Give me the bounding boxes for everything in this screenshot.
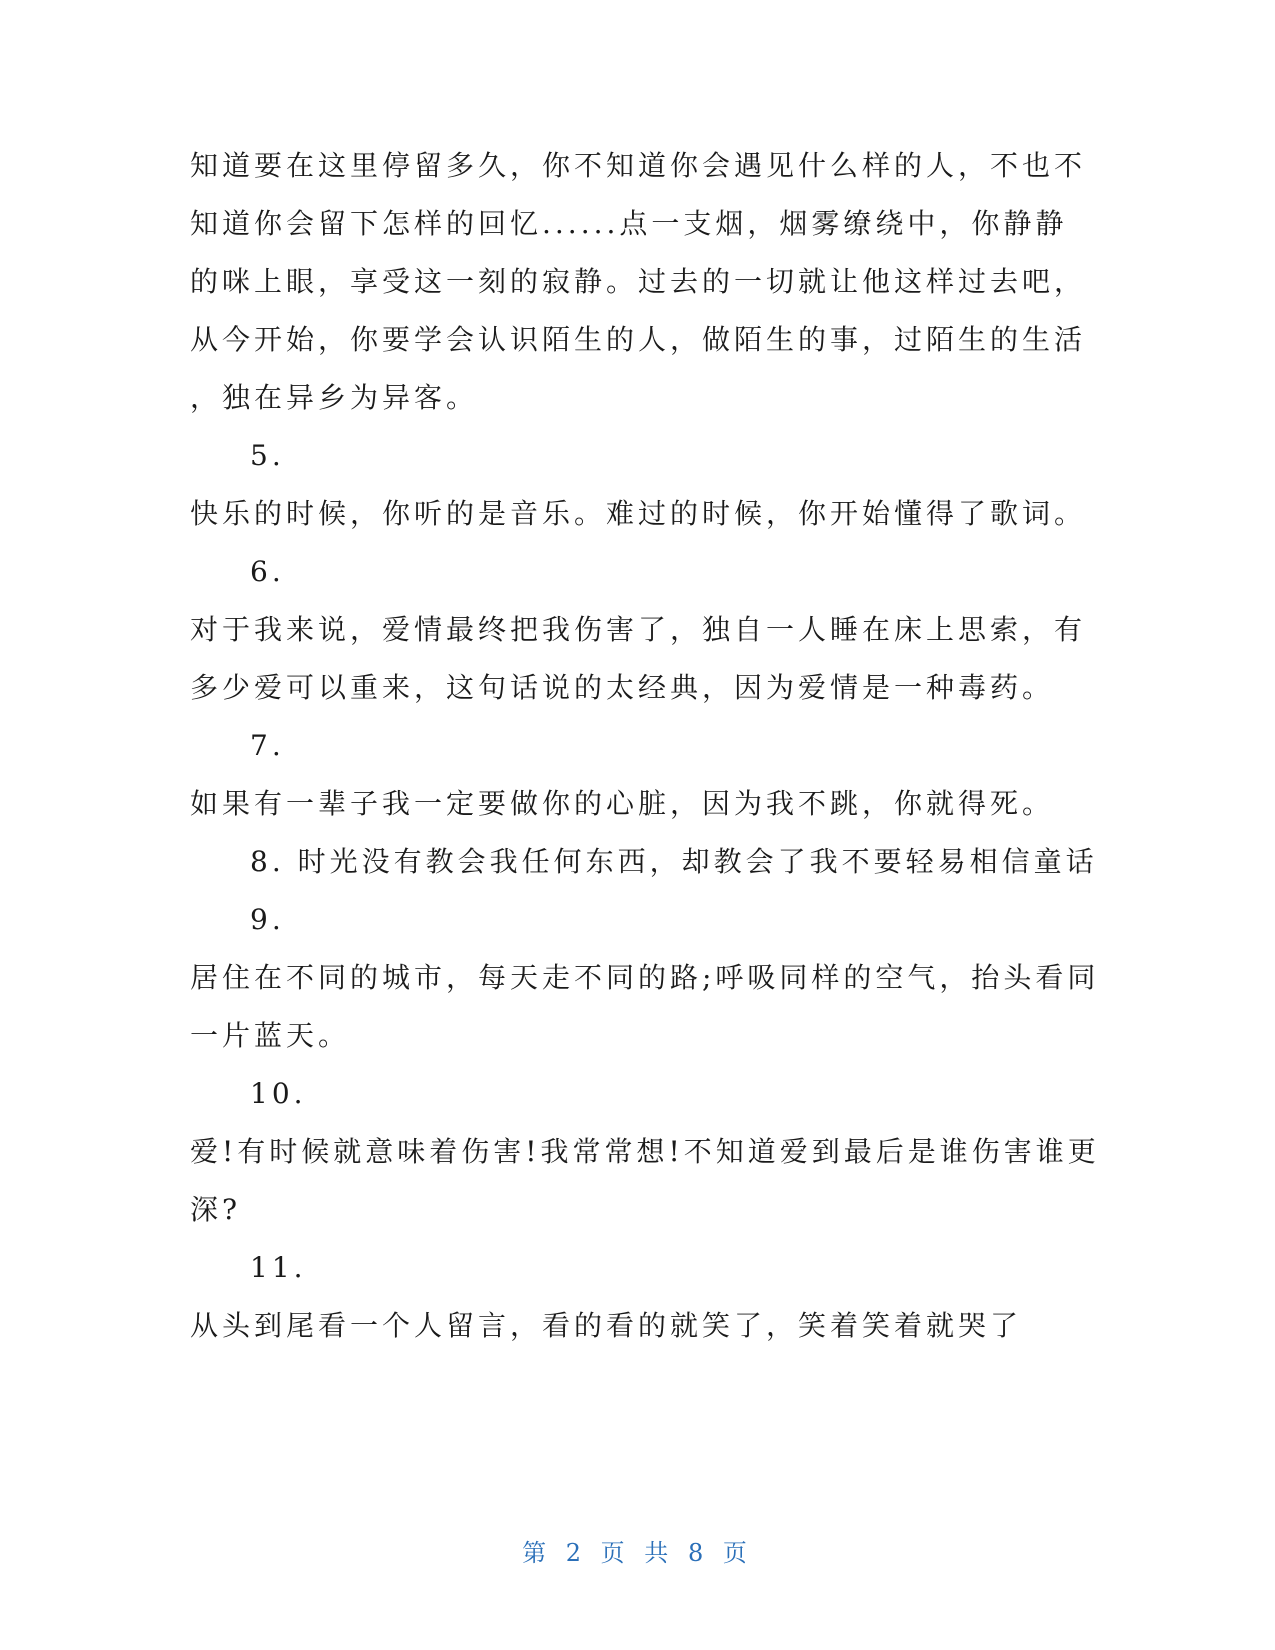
page-footer: 第 2 页 共 8 页 xyxy=(522,1539,753,1567)
item-numbered-text: 8. 时光没有教会我任何东西，却教会了我不要轻易相信童话 xyxy=(250,845,1098,878)
text-line: 多少爱可以重来，这句话说的太经典，因为爱情是一种毒药。 xyxy=(190,671,1055,704)
item-number: 5. xyxy=(250,439,285,472)
item-number: 11. xyxy=(250,1251,307,1284)
text-line: 一片蓝天。 xyxy=(190,1019,351,1052)
item-number: 9. xyxy=(250,903,285,936)
text-line: 从今开始，你要学会认识陌生的人，做陌生的事，过陌生的生活 xyxy=(190,323,1087,356)
text-line: 居住在不同的城市，每天走不同的路;呼吸同样的空气，抬头看同 xyxy=(190,961,1100,994)
text-line: 爱!有时候就意味着伤害!我常常想!不知道爱到最后是谁伤害谁更 xyxy=(190,1135,1100,1168)
text-line: 的咪上眼，享受这一刻的寂静。过去的一切就让他这样过去吧， xyxy=(190,265,1087,298)
text-line: ，独在异乡为异客。 xyxy=(190,381,479,414)
item-number: 6. xyxy=(250,555,285,588)
text-line: 对于我来说，爱情最终把我伤害了，独自一人睡在床上思索，有 xyxy=(190,613,1087,646)
text-line: 深? xyxy=(190,1193,242,1226)
text-line: 知道你会留下怎样的回忆......点一支烟，烟雾缭绕中，你静静 xyxy=(190,207,1068,240)
text-line: 如果有一辈子我一定要做你的心脏，因为我不跳，你就得死。 xyxy=(190,787,1055,820)
text-line: 知道要在这里停留多久，你不知道你会遇见什么样的人，不也不 xyxy=(190,149,1087,182)
text-line: 快乐的时候，你听的是音乐。难过的时候，你开始懂得了歌词。 xyxy=(190,497,1087,530)
item-number: 10. xyxy=(250,1077,307,1110)
item-number: 7. xyxy=(250,729,285,762)
text-line: 从头到尾看一个人留言，看的看的就笑了，笑着笑着就哭了 xyxy=(190,1309,1023,1342)
